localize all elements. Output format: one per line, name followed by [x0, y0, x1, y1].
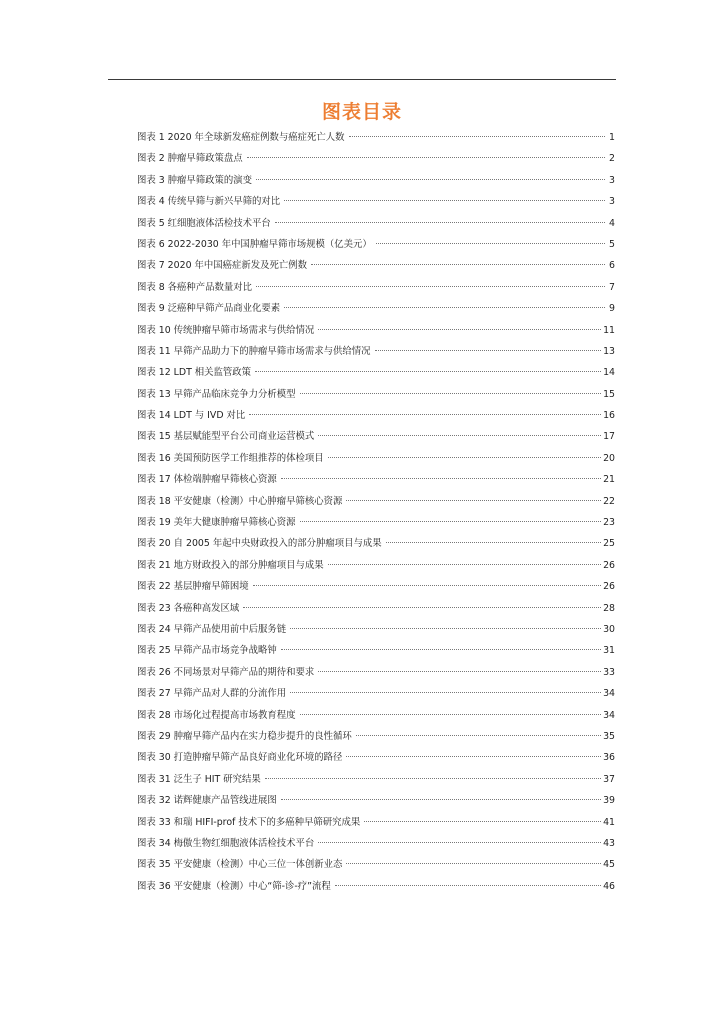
toc-entry[interactable]: [137, 213, 615, 234]
dot-leader: [256, 286, 605, 287]
toc-entry-label: 图表 36 平安健康（检测）中心“筛-诊-疗”流程: [137, 880, 331, 892]
dot-leader: [318, 671, 601, 672]
toc-entry-label: 图表 1 2020 年全球新发癌症例数与癌症死亡人数: [137, 132, 345, 143]
dot-leader: [300, 714, 602, 715]
toc-entry[interactable]: [137, 127, 615, 148]
dot-leader: [275, 222, 605, 223]
page-title: 图表目录: [321, 101, 402, 123]
toc-entry-page: 6: [609, 260, 615, 272]
toc-entry-page: 3: [609, 196, 615, 208]
dot-leader: [376, 243, 605, 244]
toc-entry[interactable]: [137, 533, 615, 554]
toc-entry-label: 图表 6 2022-2030 年中国肿瘤早筛市场规模（亿美元）: [137, 238, 372, 250]
dot-leader: [249, 414, 601, 415]
toc-entry-label: 图表 5 红细胞液体活检技术平台: [137, 217, 271, 229]
dot-leader: [346, 500, 601, 501]
dot-leader: [284, 200, 605, 201]
dot-leader: [328, 564, 601, 565]
toc-entry-label: 图表 29 肿瘤早筛产品内在实力稳步提升的良性循环: [137, 730, 352, 742]
toc-entry-label: 图表 20 自 2005 年起中央财政投入的部分肿瘤项目与成果: [137, 538, 382, 550]
toc-entry-page: 25: [603, 538, 615, 550]
toc-entry[interactable]: [137, 405, 615, 426]
toc-entry[interactable]: [137, 683, 615, 704]
toc-entry-label: 图表 10 传统肿瘤早筛市场需求与供给情况: [137, 324, 315, 336]
toc-entry-page: 17: [603, 431, 615, 443]
toc-entry-label: 图表 27 早筛产品对人群的分流作用: [137, 688, 287, 700]
toc-entry-page: 36: [603, 752, 615, 764]
dot-leader: [300, 393, 602, 394]
toc-entry[interactable]: [137, 833, 615, 854]
toc-entry-page: 22: [603, 495, 615, 507]
dot-leader: [356, 735, 601, 736]
toc-entry[interactable]: [137, 469, 615, 490]
dot-leader: [318, 842, 601, 843]
toc-entry-label: 图表 25 早筛产品市场竞争战略钟: [137, 645, 277, 657]
toc-entry-page: 7: [609, 281, 615, 293]
toc-entry-page: 43: [603, 837, 615, 849]
dot-leader: [375, 350, 602, 351]
dot-leader: [346, 863, 601, 864]
dot-leader: [290, 692, 601, 693]
toc-entry[interactable]: [137, 790, 615, 811]
toc-entry[interactable]: [137, 705, 615, 726]
toc-entry-label: 图表 8 各癌种产品数量对比: [137, 281, 253, 293]
toc-entry-label: 图表 17 体检端肿瘤早筛核心资源: [137, 474, 277, 486]
toc-entry[interactable]: [137, 598, 615, 619]
toc-entry-page: 9: [609, 303, 615, 315]
dot-leader: [386, 542, 601, 543]
toc-entry-page: 26: [603, 581, 615, 593]
toc-entry[interactable]: [137, 170, 615, 191]
toc-entry-page: 15: [603, 388, 615, 400]
toc-entry-label: 图表 16 美国预防医学工作组推荐的体检项目: [137, 452, 324, 464]
toc-entry-label: 图表 14 LDT 与 IVD 对比: [137, 410, 246, 422]
dot-leader: [281, 478, 601, 479]
dot-leader: [318, 435, 601, 436]
dot-leader: [256, 179, 605, 180]
toc-entry-label: 图表 34 梅傲生物红细胞液体活检技术平台: [137, 837, 315, 849]
toc-entry-page: 5: [609, 238, 615, 250]
toc-entry[interactable]: [137, 854, 615, 875]
dot-leader: [247, 157, 605, 158]
toc-entry-page: 31: [603, 645, 615, 657]
toc-entry-page: 2: [609, 153, 615, 165]
figure-list: [137, 127, 615, 897]
toc-entry-page: 46: [603, 880, 615, 892]
header-rule: [108, 79, 616, 80]
dot-leader: [281, 649, 601, 650]
toc-entry-page: 4: [609, 217, 615, 229]
toc-entry-label: 图表 11 早筛产品助力下的肿瘤早筛市场需求与供给情况: [137, 345, 371, 357]
toc-entry-page: 34: [603, 709, 615, 721]
toc-entry-page: 21: [603, 474, 615, 486]
toc-entry-page: 13: [603, 345, 615, 357]
toc-entry[interactable]: [137, 491, 615, 512]
toc-entry-page: 16: [603, 410, 615, 422]
toc-entry[interactable]: [137, 576, 615, 597]
toc-entry-page: 11: [603, 324, 615, 336]
toc-entry[interactable]: [137, 726, 615, 747]
toc-entry-label: 图表 4 传统早筛与新兴早筛的对比: [137, 196, 281, 208]
dot-leader: [349, 136, 605, 137]
toc-entry-page: 26: [603, 559, 615, 571]
toc-entry[interactable]: [137, 362, 615, 383]
dot-leader: [318, 329, 601, 330]
dot-leader: [253, 585, 601, 586]
toc-entry[interactable]: [137, 876, 615, 897]
toc-entry-page: 39: [603, 795, 615, 807]
dot-leader: [328, 457, 601, 458]
toc-entry-page: 37: [603, 773, 615, 785]
toc-entry-label: 图表 32 诺辉健康产品管线进展图: [137, 795, 277, 807]
toc-entry[interactable]: [137, 747, 615, 768]
toc-entry-page: 20: [603, 452, 615, 464]
toc-entry-label: 图表 24 早筛产品使用前中后服务链: [137, 623, 287, 635]
toc-entry[interactable]: [137, 662, 615, 683]
toc-entry[interactable]: [137, 255, 615, 276]
toc-entry-label: 图表 21 地方财政投入的部分肿瘤项目与成果: [137, 559, 324, 571]
toc-entry-page: 14: [603, 367, 615, 379]
dot-leader: [284, 307, 605, 308]
dot-leader: [311, 264, 605, 265]
toc-entry[interactable]: [137, 277, 615, 298]
dot-leader: [300, 521, 602, 522]
toc-entry[interactable]: [137, 619, 615, 640]
toc-entry-label: 图表 33 和瑞 HIFI-prof 技术下的多癌种早筛研究成果: [137, 816, 361, 828]
toc-entry-page: 1: [609, 132, 615, 143]
toc-entry-page: 3: [609, 174, 615, 186]
dot-leader: [281, 799, 601, 800]
toc-entry-label: 图表 7 2020 年中国癌症新发及死亡例数: [137, 260, 308, 272]
toc-entry[interactable]: [137, 426, 615, 447]
toc-entry[interactable]: [137, 769, 615, 790]
toc-entry[interactable]: [137, 148, 615, 169]
toc-entry-label: 图表 2 肿瘤早筛政策盘点: [137, 153, 243, 165]
toc-entry-page: 34: [603, 688, 615, 700]
toc-entry-label: 图表 30 打造肿瘤早筛产品良好商业化环境的路径: [137, 752, 343, 764]
dot-leader: [364, 821, 601, 822]
toc-entry[interactable]: [137, 640, 615, 661]
toc-entry-page: 35: [603, 730, 615, 742]
dot-leader: [255, 371, 601, 372]
toc-entry-page: 33: [603, 666, 615, 678]
toc-entry-label: 图表 12 LDT 相关监管政策: [137, 367, 252, 379]
dot-leader: [265, 778, 601, 779]
toc-entry-label: 图表 3 肿瘤早筛政策的演变: [137, 174, 253, 186]
toc-entry-page: 45: [603, 859, 615, 871]
dot-leader: [346, 756, 601, 757]
toc-entry[interactable]: [137, 555, 615, 576]
toc-entry-label: 图表 18 平安健康（检测）中心肿瘤早筛核心资源: [137, 495, 343, 507]
dot-leader: [243, 607, 601, 608]
dot-leader: [290, 628, 601, 629]
toc-entry-page: 41: [603, 816, 615, 828]
toc-entry-label: 图表 35 平安健康（检测）中心三位一体创新业态: [137, 859, 343, 871]
toc-entry-label: 图表 22 基层肿瘤早筛困境: [137, 581, 249, 593]
toc-entry-label: 图表 23 各癌种高发区域: [137, 602, 240, 614]
dot-leader: [335, 885, 601, 886]
toc-entry[interactable]: [137, 448, 615, 469]
toc-entry[interactable]: [137, 384, 615, 405]
toc-entry-label: 图表 28 市场化过程提高市场教育程度: [137, 709, 296, 721]
toc-entry-label: 图表 9 泛癌种早筛产品商业化要素: [137, 303, 281, 315]
toc-entry-label: 图表 31 泛生子 HIT 研究结果: [137, 773, 261, 785]
toc-entry[interactable]: [137, 234, 615, 255]
toc-entry[interactable]: [137, 512, 615, 533]
toc-entry[interactable]: [137, 812, 615, 833]
toc-entry-page: 23: [603, 517, 615, 529]
toc-entry[interactable]: [137, 320, 615, 341]
toc-entry[interactable]: [137, 298, 615, 319]
toc-entry[interactable]: [137, 341, 615, 362]
toc-entry-page: 28: [603, 602, 615, 614]
toc-entry-label: 图表 15 基层赋能型平台公司商业运营模式: [137, 431, 315, 443]
toc-entry-label: 图表 19 美年大健康肿瘤早筛核心资源: [137, 517, 296, 529]
toc-entry[interactable]: [137, 191, 615, 212]
toc-entry-label: 图表 26 不同场景对早筛产品的期待和要求: [137, 666, 315, 678]
toc-entry-page: 30: [603, 623, 615, 635]
toc-entry-label: 图表 13 早筛产品临床竞争力分析模型: [137, 388, 296, 400]
